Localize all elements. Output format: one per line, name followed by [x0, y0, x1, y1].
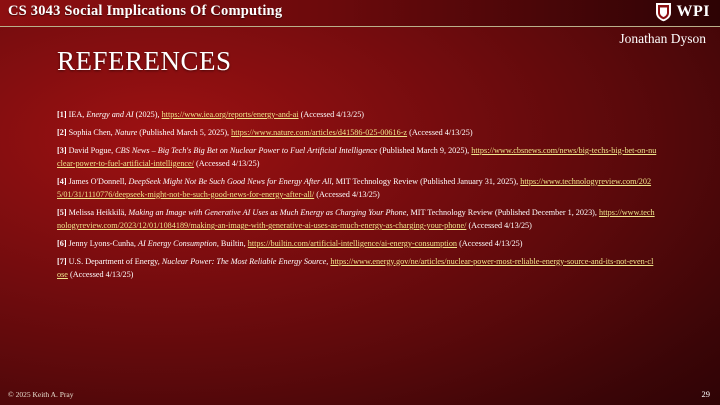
- reference-text: (Accessed 4/13/25): [314, 189, 380, 199]
- reference-title: AI Energy Consumption: [137, 238, 217, 248]
- reference-text: U.S. Department of Energy,: [66, 256, 162, 266]
- reference-item: [57, 175, 657, 202]
- reference-text: Jenny Lyons-Cunha,: [66, 238, 138, 248]
- page-title: REFERENCES: [57, 46, 232, 76]
- reference-link[interactable]: https://www.iea.org/reports/energy-and-ai: [161, 110, 299, 119]
- reference-text: (Accessed 4/13/25): [67, 269, 134, 279]
- reference-number: [7]: [57, 256, 67, 266]
- reference-item: [57, 144, 657, 171]
- reference-number: [2]: [57, 127, 67, 137]
- footer-page-number: 29: [701, 389, 710, 399]
- reference-text: IEA,: [66, 110, 87, 119]
- wpi-logo-text: WPI: [676, 3, 710, 20]
- reference-number: [3]: [57, 145, 67, 155]
- reference-number: [4]: [57, 176, 67, 186]
- reference-text: (Accessed 4/13/25): [298, 110, 365, 119]
- wpi-logo: [655, 2, 711, 22]
- reference-number: [1]: [57, 110, 67, 119]
- course-title: CS 3043 Social Implications Of Computing: [8, 3, 283, 19]
- reference-text: , Builtin,: [216, 238, 248, 248]
- reference-number: [6]: [57, 238, 67, 248]
- reference-text: (Accessed 4/13/25): [407, 127, 473, 137]
- reference-text: David Pogue,: [66, 145, 116, 155]
- reference-title: DeepSeek Might Not Be Such Good News for Energy After All: [128, 176, 332, 186]
- reference-text: (Accessed 4/13/25): [466, 220, 532, 230]
- reference-text: Sophia Chen,: [66, 127, 115, 137]
- reference-item: [57, 237, 657, 250]
- reference-text: (Published March 5, 2025),: [137, 127, 232, 137]
- reference-link[interactable]: https://www.cbsnews.com/news/big-techs-big-bet-on-nuclear-power-to-fuel-artificial-intelligence/: [57, 145, 657, 168]
- reference-text: James O'Donnell,: [66, 176, 129, 186]
- author-name: Jonathan Dyson: [619, 31, 706, 46]
- reference-item: [57, 126, 657, 139]
- reference-item: [57, 255, 657, 282]
- reference-text: , MIT Technology Review (Published January 31, 2025),: [331, 176, 521, 186]
- reference-link[interactable]: https://www.technologyreview.com/2025/01/31/1110776/deepseek-might-not-be-such-good-news-for-energy-after-all/: [57, 176, 652, 199]
- reference-title: Energy and AI: [86, 110, 134, 119]
- references-list: [57, 108, 657, 286]
- reference-title: CBS News – Big Tech's Big Bet on Nuclear Power to Fuel Artificial Intelligence: [115, 145, 378, 155]
- reference-title: Making an Image with Generative AI Uses as Much Energy as Charging Your Phone: [128, 207, 407, 217]
- reference-text: (Accessed 4/13/25): [457, 238, 523, 248]
- reference-item: [57, 206, 657, 233]
- reference-link[interactable]: https://www.energy.gov/ne/articles/nuclear-power-most-reliable-energy-source-and-its-not-even-close: [57, 256, 654, 279]
- title-bar: [0, 0, 720, 27]
- reference-link[interactable]: https://www.technologyreview.com/2023/12/01/1084189/making-an-image-with-generative-ai-uses-as-much-energy-as-charging-your-phone/: [57, 207, 655, 230]
- reference-item: [57, 108, 657, 121]
- footer-copyright: © 2025 Keith A. Pray: [8, 390, 74, 399]
- reference-text: Melissa Heikkilä,: [66, 207, 129, 217]
- reference-title: Nature: [114, 127, 138, 137]
- reference-text: (2025),: [133, 110, 162, 119]
- reference-title: Nuclear Power: The Most Reliable Energy Source: [161, 256, 327, 266]
- reference-text: ,: [326, 256, 331, 266]
- reference-text: (Published March 9, 2025),: [377, 145, 472, 155]
- reference-text: (Accessed 4/13/25): [193, 158, 260, 168]
- reference-link[interactable]: https://www.nature.com/articles/d41586-025-00616-z: [231, 127, 408, 137]
- reference-number: [5]: [57, 207, 67, 217]
- reference-text: , MIT Technology Review (Published December 1, 2023),: [406, 207, 600, 217]
- reference-link[interactable]: https://builtin.com/artificial-intelligence/ai-energy-consumption: [247, 238, 458, 248]
- wpi-shield-icon: [655, 2, 672, 22]
